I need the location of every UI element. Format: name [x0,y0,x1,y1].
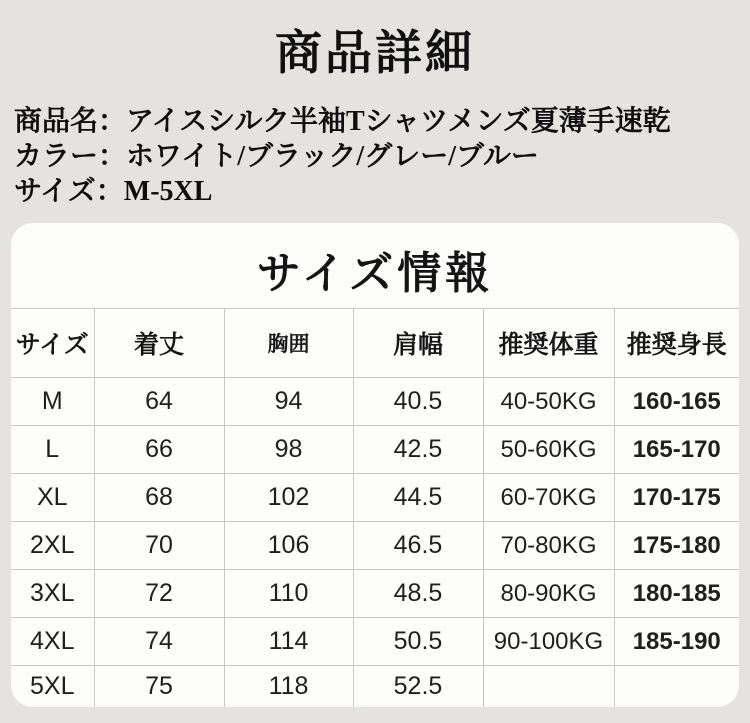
table-row [11,522,739,570]
table-cell: 70-80KG [483,522,614,570]
table-cell: 66 [94,426,224,474]
table-cell: 48.5 [353,570,483,618]
table-cell: 46.5 [353,522,483,570]
page-title: 商品詳細 [275,28,475,80]
table-row [11,378,739,426]
table-cell: 102 [224,474,353,522]
table-cell: 4XL [11,618,94,666]
table-cell: 160-165 [614,378,739,426]
column-header-shoulder: 肩幅 [353,309,483,378]
table-cell: L [11,426,94,474]
product-name-label: 商品名 [14,106,99,138]
separator: ： [98,141,127,173]
table-row [11,570,739,618]
product-name-row [14,104,736,139]
table-cell: 70 [94,522,224,570]
column-header-height: 推奨身長 [614,309,739,378]
table-cell: 44.5 [353,474,483,522]
table-cell: 90-100KG [483,618,614,666]
table-cell: 72 [94,570,224,618]
table-cell: 180-185 [614,570,739,618]
table-cell: 185-190 [614,618,739,666]
table-cell: 3XL [11,570,94,618]
table-cell: 42.5 [353,426,483,474]
column-header-length: 着丈 [94,309,224,378]
table-cell: 80-90KG [483,570,614,618]
table-cell: M [11,378,94,426]
table-cell: 98 [224,426,353,474]
table-cell [483,666,614,708]
size-range-value: M-5XL [123,176,213,208]
table-cell: 75 [94,666,224,708]
product-details-section [0,0,750,209]
product-name-value: アイスシルク半袖Tシャツメンズ夏薄手速乾 [126,106,671,138]
table-cell: 40.5 [353,378,483,426]
table-cell: 114 [224,618,353,666]
size-info-card [11,223,739,707]
size-range-row [14,174,736,209]
size-table-body [11,378,739,708]
table-cell: 175-180 [614,522,739,570]
table-cell: 165-170 [614,426,739,474]
color-row [14,139,736,174]
color-value: ホワイト/ブラック/グレー/ブルー [126,141,539,173]
column-header-size: サイズ [11,309,94,378]
table-row [11,426,739,474]
table-cell: 50-60KG [483,426,614,474]
table-cell: 68 [94,474,224,522]
table-cell: 52.5 [353,666,483,708]
table-cell: 40-50KG [483,378,614,426]
size-table [11,308,739,707]
column-header-chest: 胸囲 [224,309,353,378]
color-label: カラー [14,141,99,173]
table-cell: 106 [224,522,353,570]
table-row [11,474,739,522]
table-cell: 64 [94,378,224,426]
separator: ： [95,176,124,208]
table-cell: 94 [224,378,353,426]
table-cell: 110 [224,570,353,618]
table-cell: 170-175 [614,474,739,522]
table-cell: 74 [94,618,224,666]
size-range-label: サイズ [14,176,96,208]
table-cell: 118 [224,666,353,708]
separator: ： [98,106,127,138]
table-header-row [11,309,739,378]
table-row [11,618,739,666]
table-cell: 60-70KG [483,474,614,522]
table-cell: 50.5 [353,618,483,666]
table-cell: XL [11,474,94,522]
table-cell: 2XL [11,522,94,570]
table-cell: 5XL [11,666,94,708]
product-info-list [14,104,736,209]
size-info-title: サイズ情報 [256,248,494,298]
table-row [11,666,739,708]
column-header-weight: 推奨体重 [483,309,614,378]
table-cell [614,666,739,708]
